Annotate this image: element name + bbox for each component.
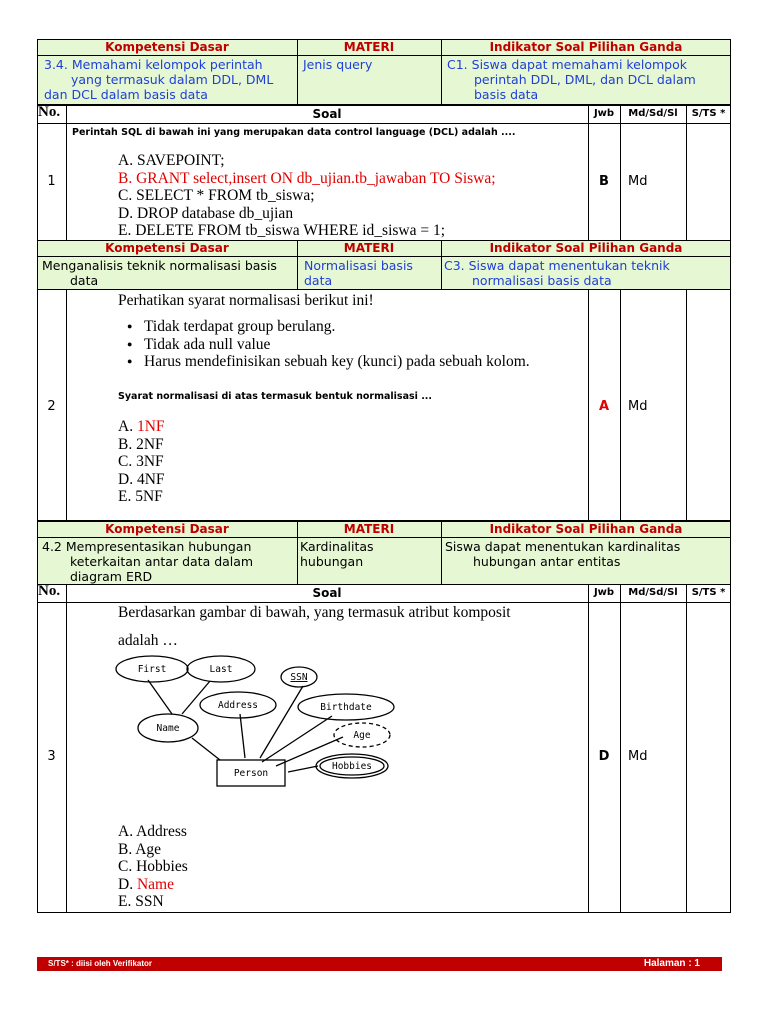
option-a: A. 1NF — [118, 418, 165, 435]
question-intro: Perhatikan syarat normalisasi berikut ini! — [118, 292, 374, 309]
option-c: C. SELECT * FROM tb_siswa; — [118, 187, 315, 204]
erd-label-person: Person — [233, 768, 269, 779]
materi-text-3: Kardinalitas hubungan — [300, 539, 374, 569]
options-list — [118, 823, 418, 911]
question-number: 3 — [47, 749, 56, 764]
footer-note: S/TS* : diisi oleh Verifikator — [48, 959, 153, 968]
materi-header: MATERI — [343, 40, 395, 54]
col-soal: Soal — [312, 586, 342, 600]
option-d: D. Name — [118, 875, 174, 893]
question-text: Berdasarkan gambar di bawah, yang termasuk atribut komposit — [118, 604, 511, 621]
materi-header: MATERI — [343, 241, 395, 255]
question-text-cont: adalah … — [118, 632, 178, 649]
option-d: D. DROP database db_ujian — [118, 204, 294, 222]
difficulty-level: Md — [628, 749, 648, 764]
option-e: E. 5NF — [118, 488, 163, 505]
option-b: B. 2NF — [118, 435, 164, 453]
answer-key: A — [598, 399, 610, 414]
kd-text-3: 4.2 Mempresentasikan hubungan keterkaitan antar data dalam diagram ERD — [42, 539, 254, 584]
page-number: Halaman : 1 — [643, 958, 700, 969]
list-item: ● Tidak ada null value — [118, 336, 548, 354]
indikator-header: Indikator Soal Pilihan Ganda — [489, 241, 683, 255]
difficulty-level: Md — [628, 399, 648, 414]
answer-key: D — [598, 749, 610, 764]
kd-text-2: Menganalisis teknik normalisasi basis data — [42, 258, 277, 288]
col-level: Md/Sd/Sl — [628, 587, 678, 598]
erd-label-age: Age — [353, 730, 371, 741]
kd-text-1: 3.4. Memahami kelompok perintah yang termasuk dalam DDL, DML dan DCL dalam basis data — [44, 57, 274, 102]
answer-key: B — [599, 174, 609, 189]
list-item: ● Tidak terdapat group berulang. — [118, 318, 548, 336]
indikator-header: Indikator Soal Pilihan Ganda — [489, 40, 683, 54]
col-level: Md/Sd/Sl — [628, 108, 678, 119]
divider — [620, 289, 621, 521]
difficulty-level: Md — [628, 174, 648, 189]
erd-label-birthdate: Birthdate — [320, 702, 372, 713]
divider — [37, 55, 731, 56]
criteria-list — [118, 318, 548, 371]
materi-text-1: Jenis query — [303, 57, 373, 72]
materi-text-2: Normalisasi basis data — [304, 258, 413, 288]
erd-diagram — [100, 648, 420, 798]
kd-header: Kompetensi Dasar — [105, 522, 229, 536]
indikator-text-1: C1. Siswa dapat memahami kelompok perintah DDL, DML, dan DCL dalam basis data — [447, 57, 696, 102]
divider — [37, 537, 731, 538]
divider — [686, 289, 687, 521]
question-text: Syarat normalisasi di atas termasuk bentuk normalisasi ... — [118, 391, 433, 402]
option-b: B. Age — [118, 840, 162, 858]
col-no: No. — [38, 583, 61, 599]
kd-header: Kompetensi Dasar — [105, 40, 229, 54]
option-e: E. SSN — [118, 893, 164, 910]
options-list — [118, 152, 588, 240]
option-c: C. Hobbies — [118, 858, 188, 875]
kd-header: Kompetensi Dasar — [105, 241, 229, 255]
col-jwb: Jwb — [593, 587, 615, 598]
option-c: C. 3NF — [118, 453, 164, 470]
indikator-text-3: Siswa dapat menentukan kardinalitas hubungan antar entitas — [445, 539, 681, 569]
col-sts: S/TS * — [691, 108, 726, 119]
question-number: 1 — [47, 174, 56, 189]
erd-label-address: Address — [217, 700, 259, 711]
indikator-text-2: C3. Siswa dapat menentukan teknik normalisasi basis data — [444, 258, 670, 288]
erd-label-name: Name — [156, 723, 180, 734]
erd-label-last: Last — [209, 664, 233, 675]
col-soal: Soal — [312, 107, 342, 121]
options-list — [118, 418, 418, 506]
question-text: Perintah SQL di bawah ini yang merupakan data control language (DCL) adalah .... — [72, 127, 516, 138]
col-sts: S/TS * — [691, 587, 726, 598]
erd-label-first: First — [137, 664, 167, 675]
question-number: 2 — [47, 399, 56, 414]
option-a: A. Address — [118, 823, 187, 840]
materi-header: MATERI — [343, 522, 395, 536]
col-no: No. — [38, 104, 61, 120]
erd-label-hobbies: Hobbies — [331, 761, 373, 772]
option-d: D. 4NF — [118, 470, 165, 488]
option-a: A. SAVEPOINT; — [118, 152, 225, 169]
option-b: B. GRANT select,insert ON db_ujian.tb_jawaban TO Siswa; — [118, 169, 496, 187]
indikator-header: Indikator Soal Pilihan Ganda — [489, 522, 683, 536]
list-item: ● Harus mendefinisikan sebuah key (kunci) pada sebuah kolom. — [118, 353, 548, 371]
col-jwb: Jwb — [593, 108, 615, 119]
divider — [66, 289, 67, 521]
option-e: E. DELETE FROM tb_siswa WHERE id_siswa = 1; — [118, 222, 446, 239]
divider — [37, 256, 731, 257]
erd-label-ssn: SSN — [290, 672, 308, 683]
